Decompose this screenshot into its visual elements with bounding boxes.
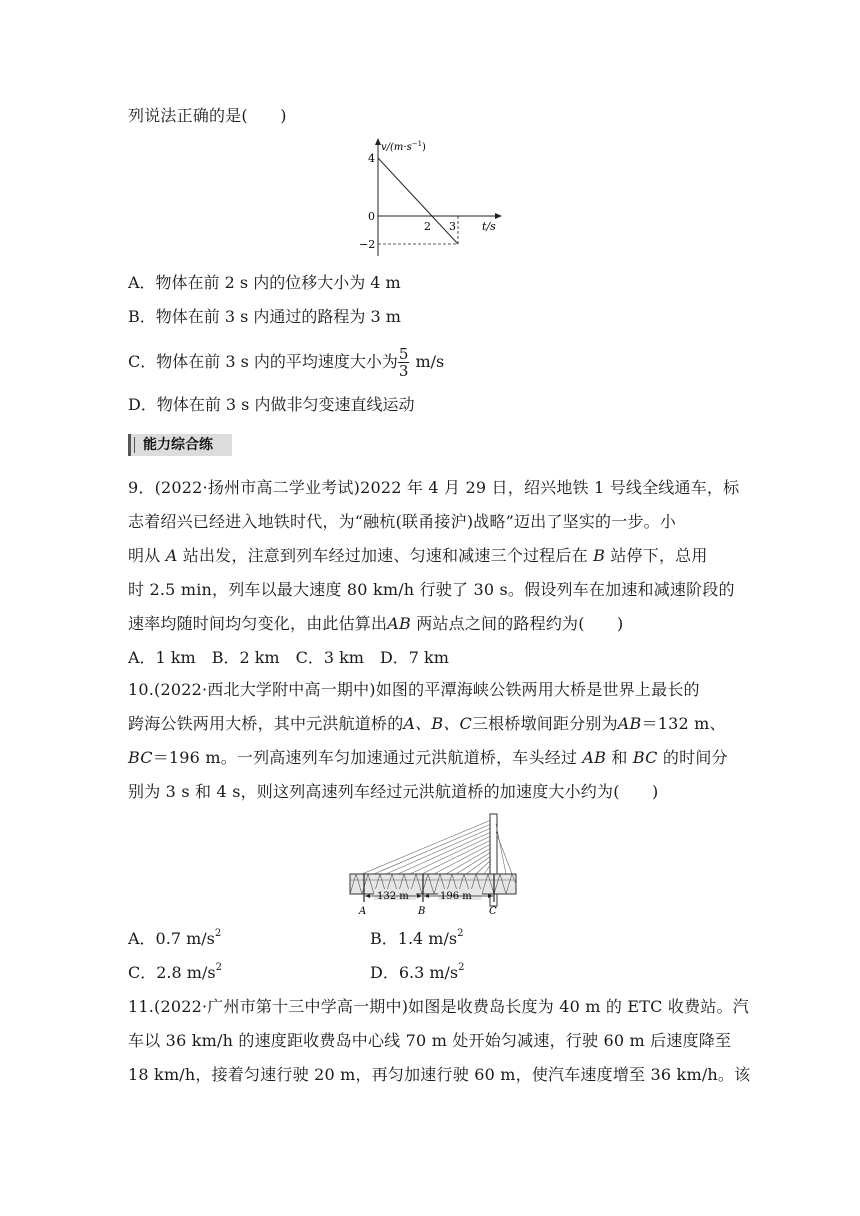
q9-line-1: 9．(2022·扬州市高二学业考试)2022 年 4 月 29 日，绍兴地铁 1 号线全线通车，标 — [128, 478, 740, 497]
vt-graph-x-label: t/s — [482, 220, 496, 233]
q8-option-c-text: C．物体在前 3 s 内的平均速度大小为 — [128, 352, 398, 371]
q10-line-1: 10.(2022·西北大学附中高一期中)如图的平潭海峡公铁两用大桥是世界上最长的 — [128, 680, 700, 699]
vt-graph-line — [378, 158, 458, 244]
q11-line-3: 18 km/h，接着匀速行驶 20 m，再匀加速行驶 60 m，使汽车速度增至 36 km/h。该 — [128, 1065, 751, 1084]
vt-graph-tick-3: 3 — [449, 220, 456, 233]
vt-graph-t-arrow — [495, 213, 502, 219]
q9-line-4: 时 2.5 min，列车以最大速度 80 km/h 行驶了 30 s。假设列车在加速和减速阶段的 — [128, 580, 735, 599]
pier-label-b: B — [418, 906, 426, 917]
q9-line-3: 明从 A 站出发，注意到列车经过加速、匀速和减速三个过程后在 B 站停下，总用 — [128, 546, 708, 565]
q9-line-5: 速率均随时间均匀变化，由此估算出AB 两站点之间的路程约为( ) — [128, 614, 624, 633]
q11-line-1: 11.(2022·广州市第十三中学高一期中)如图是收费岛长度为 40 m 的 ETC 收费站。汽 — [128, 997, 749, 1016]
q10-option-b: B．1.4 $m/s^2$ — [370, 927, 464, 948]
vt-graph-y-label: $v/(m\cdot s^{-1})$ — [381, 140, 426, 153]
q8-option-a: A．物体在前 2 s 内的位移大小为 4 m — [128, 273, 401, 292]
q8-option-c — [128, 344, 444, 380]
pier-label-a: A — [359, 906, 367, 917]
vt-graph-tick-0: 0 — [368, 210, 375, 223]
q8-option-c-unit: m/s — [415, 352, 445, 371]
vt-graph-tick-2: 2 — [424, 220, 431, 233]
q10-option-c: C．2.8 $m/s^2$ — [128, 961, 222, 982]
q8-stem-tail: 列说法正确的是( ) — [128, 106, 287, 125]
vt-graph-tick-4: 4 — [368, 152, 375, 165]
dim-label-bc: 196 m — [440, 891, 472, 902]
bridge-figure — [348, 812, 518, 918]
pier-label-c: C — [489, 906, 497, 917]
q11-line-2: 车以 36 km/h 的速度距收费岛中心线 70 m 处开始匀减速，行驶 60 m 后速度降至 — [128, 1031, 732, 1050]
vt-graph — [352, 136, 532, 260]
q9-line-2: 志着绍兴已经进入地铁时代，为“融杭(联甬接沪)战略”迈出了坚实的一步。小 — [128, 512, 677, 531]
section-header: 能力综合练 — [128, 434, 232, 456]
q8-option-b: B．物体在前 3 s 内通过的路程为 3 m — [128, 307, 401, 326]
q10-option-d: D．6.3 $m/s^2$ — [370, 961, 465, 982]
q10-line-2: 跨海公铁两用大桥，其中元洪航道桥的A、B、C三根桥墩间距分别为AB＝132 m、 — [128, 714, 726, 733]
q10-option-a: A．0.7 $m/s^2$ — [128, 927, 222, 948]
q10-line-4: 别为 3 s 和 4 s，则这列高速列车经过元洪航道桥的加速度大小约为( ) — [128, 782, 659, 801]
dim-label-ab: 132 m — [377, 891, 409, 902]
vt-graph-tick-neg2: −2 — [359, 238, 376, 251]
q8-option-c-fraction: $\frac{5}{3}$ — [398, 345, 409, 380]
q10-line-3: BC＝196 m。一列高速列车匀加速通过元洪航道桥，车头经过 AB 和 BC 的时间分 — [128, 748, 728, 767]
q9-options: A．1 km B．2 km C．3 km D．7 km — [128, 648, 449, 667]
q8-option-d: D．物体在前 3 s 内做非匀变速直线运动 — [128, 395, 415, 414]
